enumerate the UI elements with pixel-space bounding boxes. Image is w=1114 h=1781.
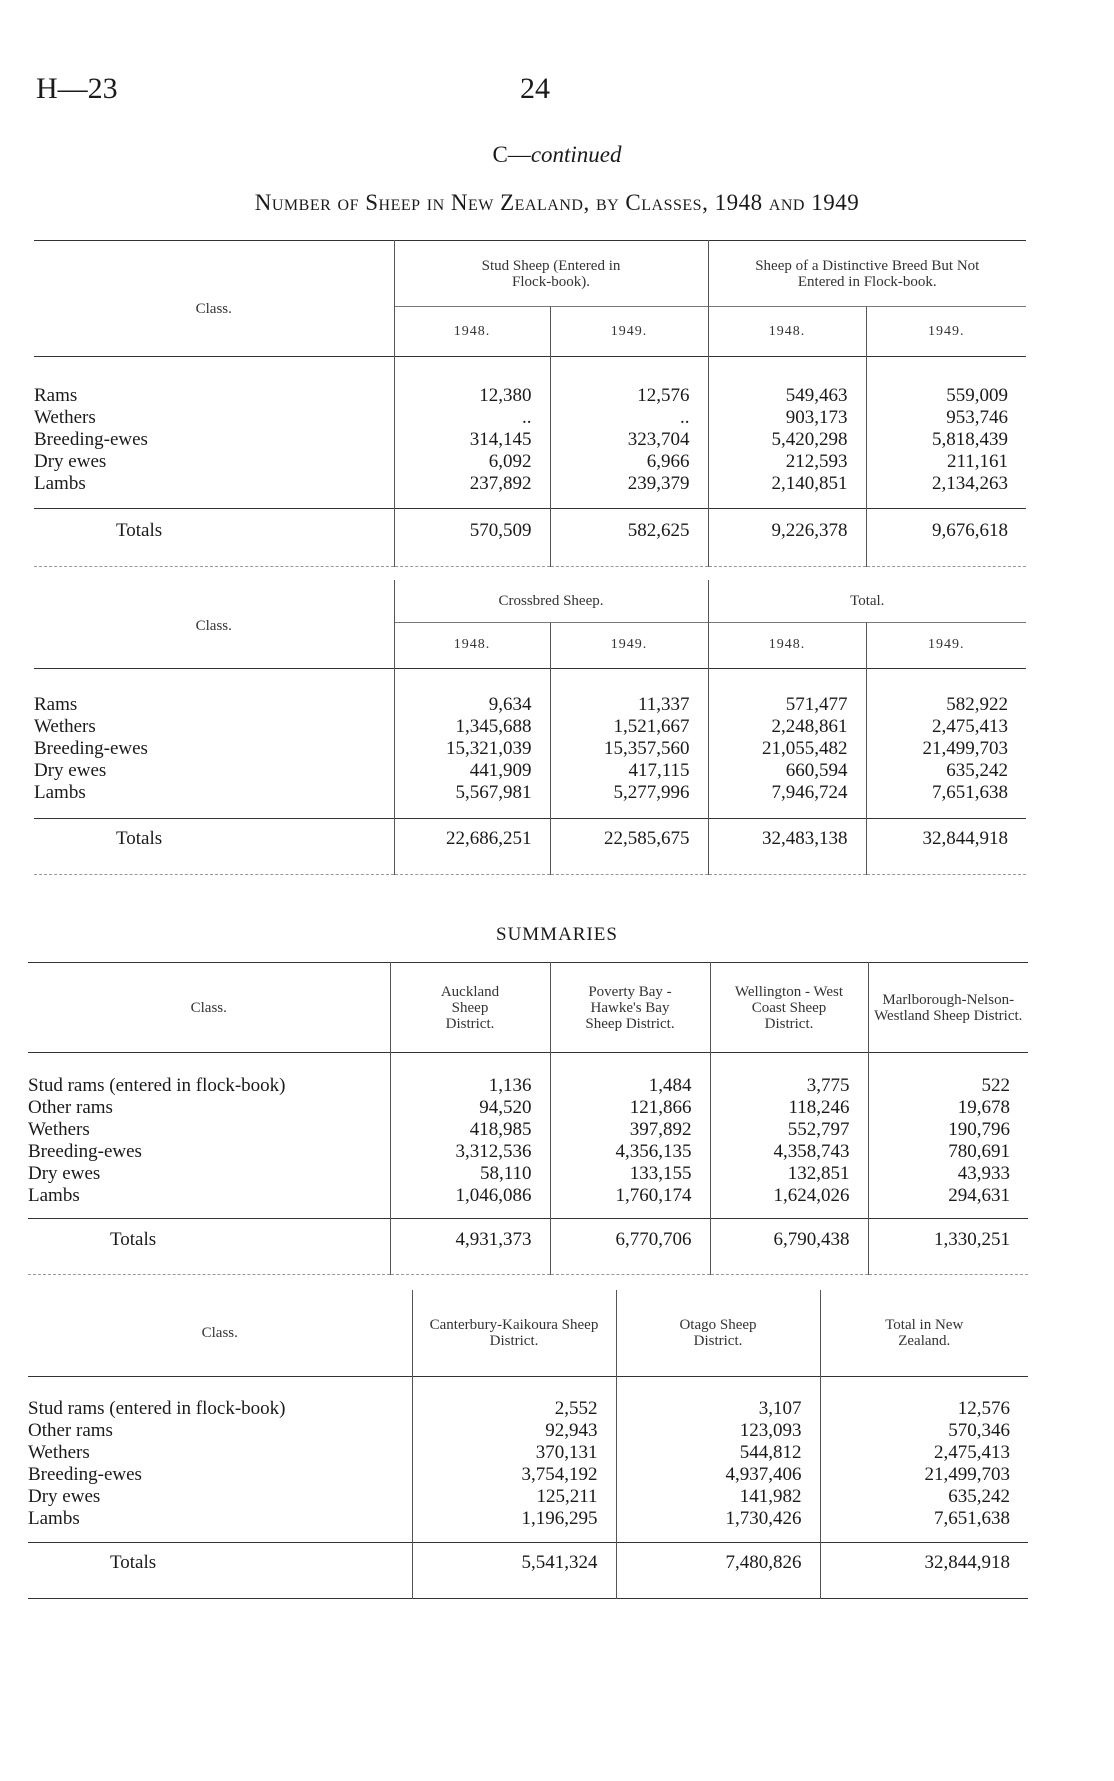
summaries-title: SUMMARIES — [496, 924, 618, 945]
table-row: Wethers 370,131 544,812 2,475,413 — [28, 1442, 1028, 1464]
class-header: Class. — [190, 999, 227, 1016]
class-header: Class. — [195, 300, 232, 317]
year-header: 1948. — [708, 307, 866, 357]
district-header: Otago Sheep District. — [616, 1290, 820, 1376]
district-header: Poverty Bay - Hawke's Bay Sheep District. — [550, 963, 710, 1053]
continued-subtitle: C—continued — [492, 142, 622, 167]
table-row: Dry ewes 125,211 141,982 635,242 — [28, 1486, 1028, 1508]
district-header: Wellington - West Coast Sheep District. — [710, 963, 868, 1053]
document-code: H—23 — [36, 72, 118, 105]
district-header: Marlborough-Nelson-Westland Sheep District. — [868, 963, 1028, 1053]
table-row: Wethers 418,985 397,892 552,797 190,796 — [28, 1119, 1028, 1141]
table-row: Breeding-ewes 3,312,536 4,356,135 4,358,743 780,691 — [28, 1141, 1028, 1163]
table-row: Wethers 1,345,688 1,521,667 2,248,861 2,475,413 — [34, 716, 1026, 738]
table-row: Dry ewes 6,092 6,966 212,593 211,161 — [34, 451, 1026, 473]
year-header: 1948. — [708, 622, 866, 668]
table-row: Rams 12,380 12,576 549,463 559,009 — [34, 385, 1026, 407]
distinctive-breed-header: Sheep of a Distinctive Breed But Not Entered in Flock-book. — [708, 241, 1026, 307]
page-title: Number of Sheep in New Zealand, by Classes, 1948 and 1949 — [254, 190, 860, 215]
year-header: 1948. — [394, 622, 550, 668]
table-row: Lambs 1,046,086 1,760,174 1,624,026 294,631 — [28, 1185, 1028, 1207]
table-districts-south — [28, 1290, 1028, 1599]
year-header: 1949. — [550, 307, 708, 357]
table-districts-north — [28, 962, 1028, 1275]
district-header: Canterbury-Kaikoura Sheep District. — [412, 1290, 616, 1376]
page-number: 24 — [520, 72, 550, 105]
totals-row: Totals 5,541,324 7,480,826 32,844,918 — [28, 1542, 1028, 1584]
table-row: Dry ewes 58,110 133,155 132,851 43,933 — [28, 1163, 1028, 1185]
class-header: Class. — [201, 1324, 238, 1341]
district-header: Total in New Zealand. — [820, 1290, 1028, 1376]
totals-row: Totals 4,931,373 6,770,706 6,790,438 1,330,251 — [28, 1219, 1028, 1261]
table-row: Other rams 94,520 121,866 118,246 19,678 — [28, 1097, 1028, 1119]
table-row: Other rams 92,943 123,093 570,346 — [28, 1420, 1028, 1442]
table-row: Lambs 237,892 239,379 2,140,851 2,134,263 — [34, 473, 1026, 495]
crossbred-header: Crossbred Sheep. — [394, 580, 708, 622]
table-row: Breeding-ewes 314,145 323,704 5,420,298 5,818,439 — [34, 429, 1026, 451]
table-row: Rams 9,634 11,337 571,477 582,922 — [34, 694, 1026, 716]
class-header: Class. — [195, 617, 232, 634]
stud-sheep-header: Stud Sheep (Entered in Flock-book). — [394, 241, 708, 307]
table-row: Lambs 1,196,295 1,730,426 7,651,638 — [28, 1508, 1028, 1530]
table-stud-distinctive — [34, 240, 1026, 567]
year-header: 1948. — [394, 307, 550, 357]
table-row: Breeding-ewes 3,754,192 4,937,406 21,499,703 — [28, 1464, 1028, 1486]
table-row: Wethers .. .. 903,173 953,746 — [34, 407, 1026, 429]
table-row: Breeding-ewes 15,321,039 15,357,560 21,055,482 21,499,703 — [34, 738, 1026, 760]
totals-row: Totals 570,509 582,625 9,226,378 9,676,618 — [34, 509, 1026, 553]
table-row: Stud rams (entered in flock-book) 1,136 1,484 3,775 522 — [28, 1075, 1028, 1097]
year-header: 1949. — [866, 307, 1026, 357]
year-header: 1949. — [550, 622, 708, 668]
totals-row: Totals 22,686,251 22,585,675 32,483,138 32,844,918 — [34, 818, 1026, 860]
table-row: Dry ewes 441,909 417,115 660,594 635,242 — [34, 760, 1026, 782]
total-header: Total. — [708, 580, 1026, 622]
table-row: Lambs 5,567,981 5,277,996 7,946,724 7,651,638 — [34, 782, 1026, 804]
table-crossbred-total — [34, 580, 1026, 875]
district-header: Auckland Sheep District. — [390, 963, 550, 1053]
table-row: Stud rams (entered in flock-book) 2,552 3,107 12,576 — [28, 1398, 1028, 1420]
year-header: 1949. — [866, 622, 1026, 668]
